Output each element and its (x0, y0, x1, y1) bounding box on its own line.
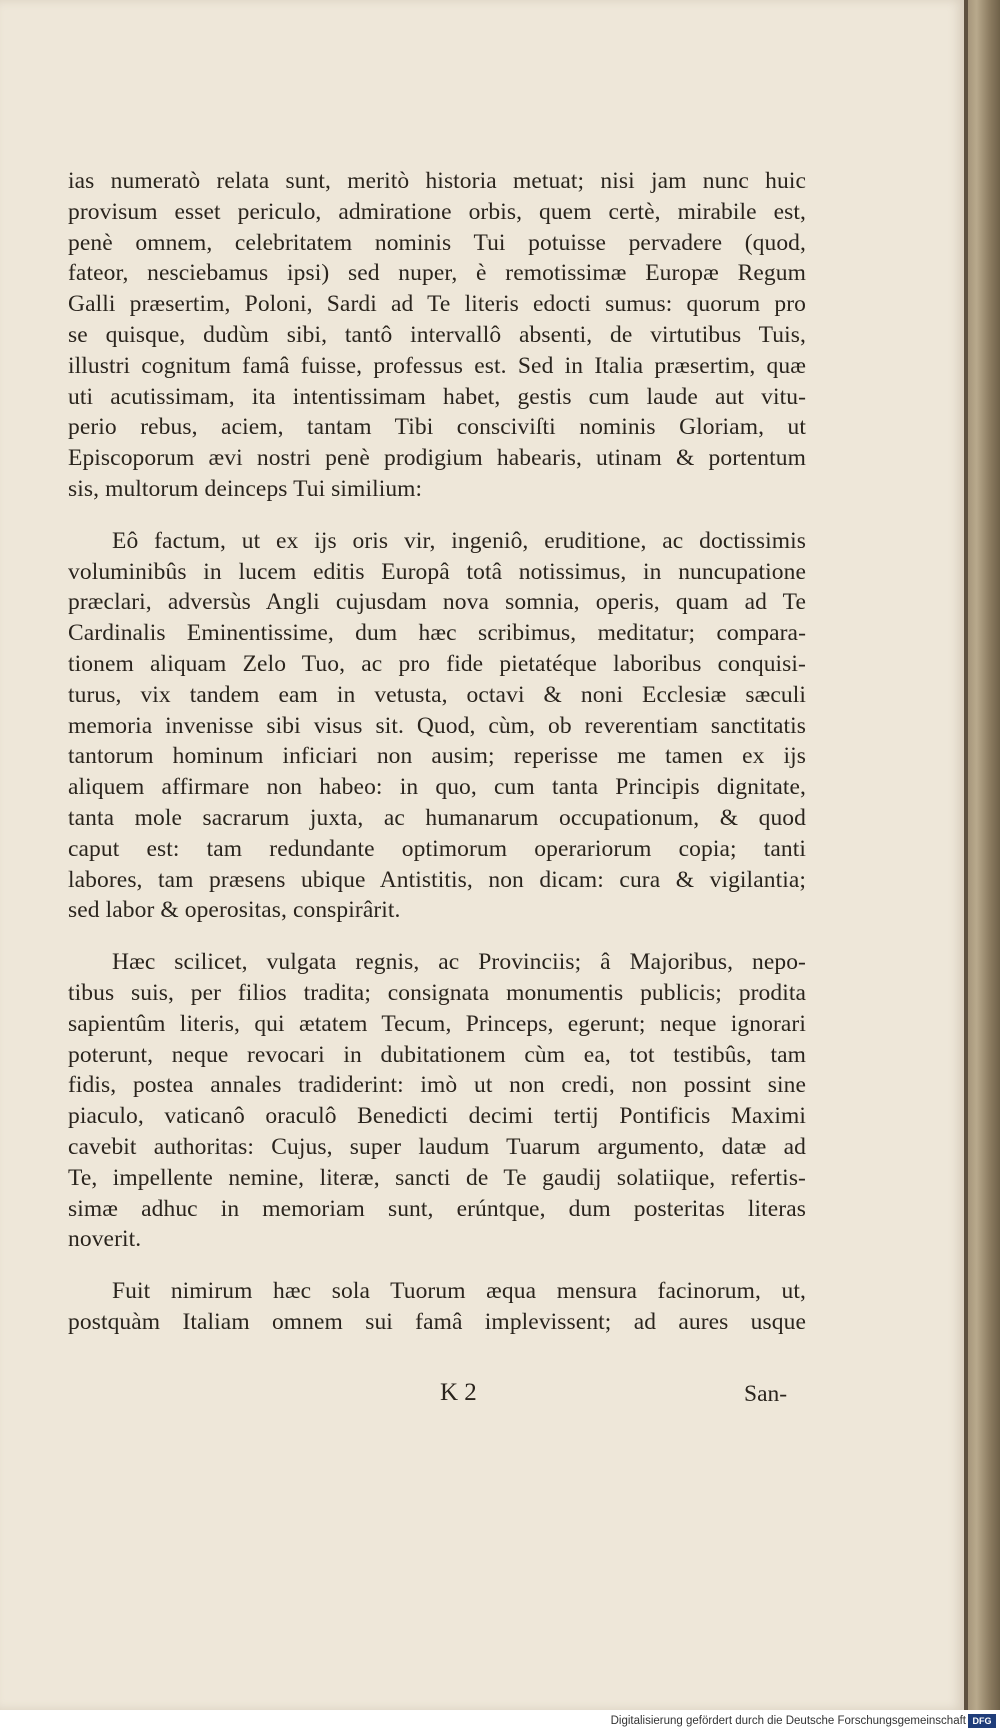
paragraph-gap (68, 505, 806, 526)
paragraph (68, 1276, 806, 1338)
text-line: Eô factum, ut ex ijs oris vir, ingeniô, eruditione, ac doctissimis (112, 527, 806, 554)
paragraph-gap (68, 1255, 806, 1276)
book-edge-shadow (964, 0, 968, 1710)
text-line: aliquem affirmare non habeo: in quo, cum tanta Principis dignitate, (68, 774, 806, 801)
signature-mark: K 2 (440, 1379, 477, 1406)
funding-credit: Digitalisierung gefördert durch die Deutsche Forschungsgemeinschaft (610, 1715, 966, 1727)
text-line: perio rebus, aciem, tantam Tibi consciviſti nominis Gloriam, ut (68, 414, 806, 441)
text-line: poterunt, neque revocari in dubitationem cùm ea, tot testibûs, tam (68, 1041, 806, 1068)
text-line: Galli præsertim, Poloni, Sardi ad Te literis edocti sumus: quorum pro (68, 291, 806, 318)
text-line: sed labor & operositas, conspirârit. (68, 897, 401, 924)
text-line: tibus suis, per filios tradita; consignata monumentis publicis; prodita (68, 979, 806, 1006)
text-line: ias numeratò relata sunt, meritò historia metuat; nisi jam nunc huic (68, 168, 806, 194)
text-line: Cardinalis Eminentissime, dum hæc scribimus, meditatur; compara- (68, 620, 806, 647)
text-line: tionem aliquam Zelo Tuo, ac pro fide pietatéque laboribus conquisi- (68, 650, 806, 677)
text-line: cavebit authoritas: Cujus, super laudum Tuarum argumento, datæ ad (68, 1133, 806, 1160)
text-line: fidis, postea annales tradiderint: imò ut non credi, non possint sine (68, 1072, 806, 1099)
text-line: præclari, adversùs Angli cujusdam nova somnia, operis, quam ad Te (68, 589, 806, 616)
text-line: memoria invenisse sibi visus sit. Quod, cùm, ob reverentiam sanctitatis (68, 712, 806, 739)
text-line: fateor, nesciebamus ipsi) sed nuper, è remotissimæ Europæ Regum (68, 260, 806, 287)
text-line: Fuit nimirum hæc sola Tuorum æqua mensura facinorum, ut, (112, 1278, 806, 1305)
text-line: penè omnem, celebritatem nominis Tui potuisse pervadere (quod, (68, 229, 806, 256)
paragraph (68, 526, 806, 926)
text-line: Te, impellente nemine, literæ, sancti de Te gaudij solatiique, refertis- (68, 1164, 806, 1191)
text-line: tantorum hominum inficiari non ausim; reperisse me tamen ex ijs (68, 743, 806, 770)
text-line: sis, multorum deinceps Tui similium: (68, 475, 423, 502)
text-line: noverit. (68, 1226, 142, 1253)
text-line: Episcoporum ævi nostri penè prodigium habearis, utinam & portentum (68, 445, 806, 472)
text-line: illustri cognitum famâ fuisse, professus est. Sed in Italia præsertim, quæ (68, 352, 806, 379)
text-line: tanta mole sacrarum juxta, ac humanarum occupationum, & quod (68, 804, 806, 831)
dfg-logo: DFG (968, 1714, 996, 1728)
text-line: se quisque, dudùm sibi, tantô intervallô absenti, de virtutibus Tuis, (68, 321, 806, 348)
text-line: voluminibûs in lucem editis Europâ totâ notissimus, in nuncupatione (68, 558, 806, 585)
paragraph (68, 947, 806, 1255)
page-text (68, 166, 806, 1338)
text-line: turus, vix tandem eam in vetusta, octavi & noni Ecclesiæ sæculi (68, 681, 806, 708)
text-line: caput est: tam redundante optimorum operariorum copia; tanti (68, 835, 806, 862)
text-line: sapientûm literis, qui ætatem Tecum, Princeps, egerunt; neque ignorari (68, 1010, 806, 1037)
text-line: provisum esset periculo, admiratione orbis, quem certè, mirabile est, (68, 198, 806, 225)
catchword: San- (744, 1381, 788, 1407)
text-line: piaculo, vaticanô oraculô Benedicti decimi tertij Pontificis Maximi (68, 1103, 806, 1130)
text-line: uti acutissimam, ita intentissimam habet, gestis cum laude aut vitu- (68, 383, 806, 410)
book-edge (964, 0, 1000, 1710)
text-line: Hæc scilicet, vulgata regnis, ac Provinciis; â Majoribus, nepo- (112, 949, 806, 976)
text-line: postquàm Italiam omnem sui famâ implevissent; ad aures usque (68, 1308, 806, 1335)
text-line: simæ adhuc in memoriam sunt, erúntque, dum posteritas literas (68, 1195, 806, 1222)
paragraph (68, 166, 806, 505)
paragraph-gap (68, 926, 806, 947)
text-line: labores, tam præsens ubique Antistitis, non dicam: cura & vigilantia; (68, 866, 806, 893)
